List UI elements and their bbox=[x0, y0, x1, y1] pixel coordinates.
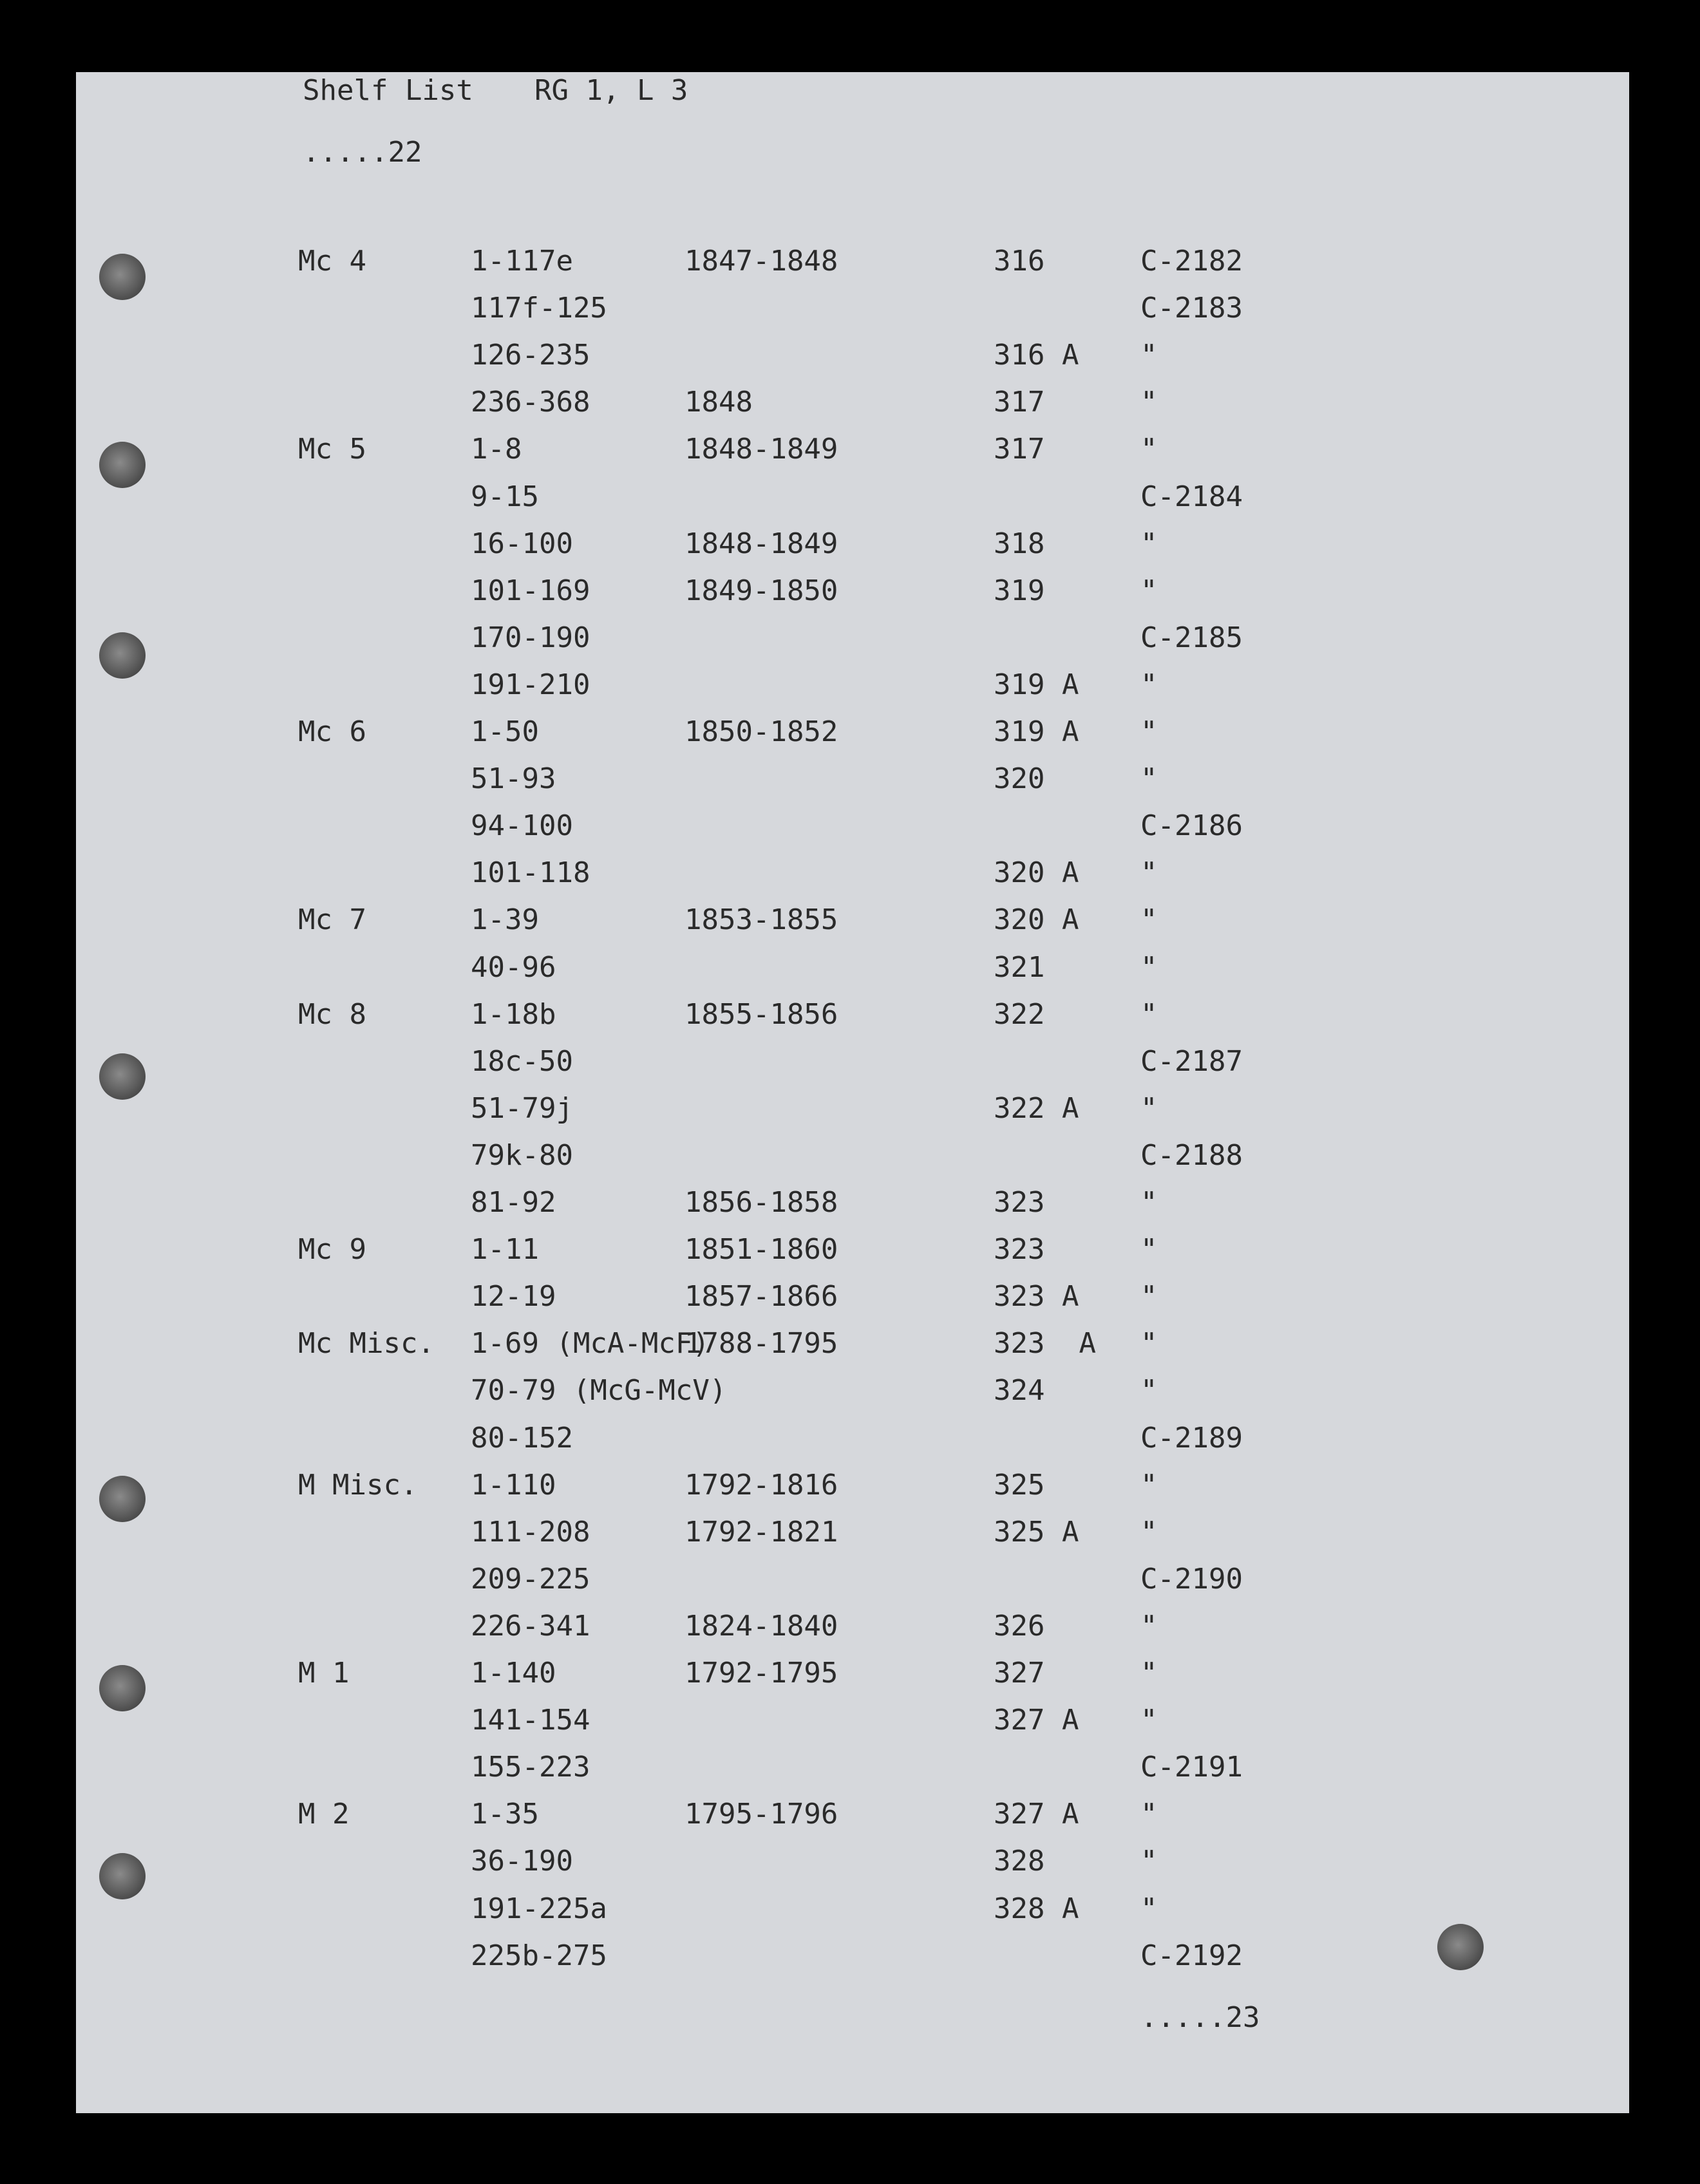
table-row bbox=[76, 1374, 1629, 1415]
row-dates: 1853-1855 bbox=[685, 903, 838, 936]
table-row bbox=[76, 1800, 1629, 1839]
row-dates: 1788-1795 bbox=[685, 1327, 838, 1360]
table-row bbox=[76, 1659, 1629, 1698]
row-box: 317 bbox=[994, 386, 1045, 419]
row-box: 322 bbox=[994, 998, 1045, 1031]
row-box: 318 bbox=[994, 527, 1045, 560]
row-range: 126-235 bbox=[471, 339, 590, 372]
row-range: 141-154 bbox=[471, 1704, 590, 1737]
row-box: 327 A bbox=[994, 1798, 1079, 1831]
row-range: 1-35 bbox=[471, 1798, 539, 1831]
row-range: 9-15 bbox=[471, 480, 539, 513]
table-row bbox=[76, 1233, 1629, 1274]
row-dates: 1792-1821 bbox=[685, 1516, 838, 1549]
row-reel: " bbox=[1140, 1233, 1158, 1266]
table-row bbox=[76, 1424, 1629, 1463]
row-dates: 1851-1860 bbox=[685, 1233, 838, 1266]
row-range: 12-19 bbox=[471, 1280, 556, 1313]
table-row bbox=[76, 1471, 1629, 1510]
row-reel: " bbox=[1140, 1798, 1158, 1831]
row-range: 225b-275 bbox=[471, 1939, 607, 1972]
row-reel: " bbox=[1140, 762, 1158, 795]
row-box: 320 A bbox=[994, 903, 1079, 936]
row-box: 319 A bbox=[994, 668, 1079, 701]
row-range: 236-368 bbox=[471, 386, 590, 419]
row-range: 81-92 bbox=[471, 1186, 556, 1219]
table-row bbox=[76, 341, 1629, 380]
row-reel: " bbox=[1140, 1327, 1158, 1360]
table-row bbox=[76, 1139, 1629, 1180]
row-range: 80-152 bbox=[471, 1422, 573, 1454]
row-box: 327 bbox=[994, 1657, 1045, 1690]
table-row bbox=[76, 951, 1629, 992]
row-box: 322 A bbox=[994, 1092, 1079, 1125]
row-range: 1-110 bbox=[471, 1469, 556, 1502]
table-row bbox=[76, 1186, 1629, 1227]
row-reel: C-2187 bbox=[1140, 1045, 1243, 1078]
table-row bbox=[76, 1045, 1629, 1086]
row-range: 18c-50 bbox=[471, 1045, 573, 1078]
row-reel: " bbox=[1140, 998, 1158, 1031]
row-reel: " bbox=[1140, 1280, 1158, 1313]
table-row bbox=[76, 998, 1629, 1039]
table-row bbox=[76, 1706, 1629, 1745]
row-range: 36-190 bbox=[471, 1845, 573, 1878]
table-row bbox=[76, 435, 1629, 474]
row-reel: " bbox=[1140, 951, 1158, 984]
row-range: 1-50 bbox=[471, 715, 539, 748]
row-reel: " bbox=[1140, 574, 1158, 607]
row-series: Mc 8 bbox=[298, 998, 366, 1031]
row-range: 16-100 bbox=[471, 527, 573, 560]
row-reel: " bbox=[1140, 527, 1158, 560]
row-range: 117f-125 bbox=[471, 292, 607, 325]
row-box: 323 A bbox=[994, 1327, 1096, 1360]
row-box: 324 bbox=[994, 1374, 1045, 1407]
row-reel: " bbox=[1140, 1657, 1158, 1690]
row-range: 51-93 bbox=[471, 762, 556, 795]
continued-to: .....23 bbox=[1140, 2001, 1260, 2034]
table-row bbox=[76, 903, 1629, 945]
row-reel: " bbox=[1140, 903, 1158, 936]
row-reel: C-2185 bbox=[1140, 621, 1243, 654]
row-reel: C-2182 bbox=[1140, 245, 1243, 278]
row-box: 316 A bbox=[994, 339, 1079, 372]
row-reel: C-2191 bbox=[1140, 1751, 1243, 1784]
row-box: 328 A bbox=[994, 1892, 1079, 1925]
table-row bbox=[76, 1847, 1629, 1886]
row-dates: 1795-1796 bbox=[685, 1798, 838, 1831]
row-box: 325 bbox=[994, 1469, 1045, 1502]
row-box: 327 A bbox=[994, 1704, 1079, 1737]
row-range: 94-100 bbox=[471, 809, 573, 842]
row-series: Mc 7 bbox=[298, 903, 366, 936]
table-row bbox=[76, 480, 1629, 522]
row-box: 320 bbox=[994, 762, 1045, 795]
row-reel: C-2190 bbox=[1140, 1563, 1243, 1596]
table-row bbox=[76, 294, 1629, 333]
row-range: 170-190 bbox=[471, 621, 590, 654]
row-reel: " bbox=[1140, 1845, 1158, 1878]
row-range: 1-8 bbox=[471, 433, 522, 466]
row-box: 325 A bbox=[994, 1516, 1079, 1549]
row-reel: C-2183 bbox=[1140, 292, 1243, 325]
row-box: 316 bbox=[994, 245, 1045, 278]
row-range: 1-117e bbox=[471, 245, 573, 278]
row-range: 101-118 bbox=[471, 856, 590, 889]
row-range: 226-341 bbox=[471, 1610, 590, 1643]
row-range: 40-96 bbox=[471, 951, 556, 984]
row-series: Mc Misc. bbox=[298, 1327, 435, 1360]
table-row bbox=[76, 1092, 1629, 1133]
table-row bbox=[76, 1518, 1629, 1557]
shelf-list-page bbox=[76, 72, 1629, 2113]
row-range: 101-169 bbox=[471, 574, 590, 607]
row-dates: 1857-1866 bbox=[685, 1280, 838, 1313]
table-row bbox=[76, 762, 1629, 804]
row-series: M 2 bbox=[298, 1798, 350, 1831]
row-dates: 1855-1856 bbox=[685, 998, 838, 1031]
row-series: M 1 bbox=[298, 1657, 350, 1690]
row-range: 1-18b bbox=[471, 998, 556, 1031]
row-reel: " bbox=[1140, 1469, 1158, 1502]
table-row bbox=[76, 809, 1629, 851]
row-series: Mc 5 bbox=[298, 433, 366, 466]
row-series: M Misc. bbox=[298, 1469, 418, 1502]
row-reel: " bbox=[1140, 339, 1158, 372]
row-series: Mc 4 bbox=[298, 245, 366, 278]
table-row bbox=[76, 388, 1629, 427]
row-reel: " bbox=[1140, 1186, 1158, 1219]
page-title: Shelf List bbox=[303, 74, 473, 107]
row-dates: 1850-1852 bbox=[685, 715, 838, 748]
row-range: 51-79j bbox=[471, 1092, 573, 1125]
row-reel: " bbox=[1140, 433, 1158, 466]
row-range: 111-208 bbox=[471, 1516, 590, 1549]
table-row bbox=[76, 1327, 1629, 1368]
record-group: RG 1, L 3 bbox=[534, 74, 688, 107]
row-range: 1-69 (McA-McF) bbox=[471, 1327, 710, 1360]
row-reel: " bbox=[1140, 1092, 1158, 1125]
row-reel: " bbox=[1140, 715, 1158, 748]
row-reel: " bbox=[1140, 386, 1158, 419]
table-row bbox=[76, 1939, 1629, 1981]
row-range: 70-79 (McG-McV) bbox=[471, 1374, 727, 1407]
table-row bbox=[76, 1892, 1629, 1934]
row-box: 323 bbox=[994, 1186, 1045, 1219]
continued-from: .....22 bbox=[303, 136, 422, 169]
table-row bbox=[76, 715, 1629, 757]
row-box: 326 bbox=[994, 1610, 1045, 1643]
row-dates: 1848 bbox=[685, 386, 753, 419]
table-row bbox=[76, 621, 1629, 663]
row-range: 155-223 bbox=[471, 1751, 590, 1784]
row-reel: C-2189 bbox=[1140, 1422, 1243, 1454]
row-reel: C-2186 bbox=[1140, 809, 1243, 842]
row-box: 320 A bbox=[994, 856, 1079, 889]
table-row bbox=[76, 856, 1629, 898]
row-dates: 1856-1858 bbox=[685, 1186, 838, 1219]
table-row bbox=[76, 574, 1629, 616]
row-reel: C-2184 bbox=[1140, 480, 1243, 513]
row-range: 1-39 bbox=[471, 903, 539, 936]
table-row bbox=[76, 1280, 1629, 1321]
row-box: 328 bbox=[994, 1845, 1045, 1878]
row-dates: 1847-1848 bbox=[685, 245, 838, 278]
row-dates: 1848-1849 bbox=[685, 433, 838, 466]
row-reel: " bbox=[1140, 1892, 1158, 1925]
row-range: 191-210 bbox=[471, 668, 590, 701]
table-row bbox=[76, 1565, 1629, 1604]
table-row bbox=[76, 668, 1629, 710]
row-box: 323 A bbox=[994, 1280, 1079, 1313]
table-row bbox=[76, 1753, 1629, 1792]
row-dates: 1848-1849 bbox=[685, 527, 838, 560]
row-box: 317 bbox=[994, 433, 1045, 466]
row-range: 191-225a bbox=[471, 1892, 607, 1925]
row-reel: " bbox=[1140, 856, 1158, 889]
row-box: 319 bbox=[994, 574, 1045, 607]
row-dates: 1792-1816 bbox=[685, 1469, 838, 1502]
row-reel: C-2188 bbox=[1140, 1139, 1243, 1172]
row-reel: " bbox=[1140, 1516, 1158, 1549]
row-range: 1-140 bbox=[471, 1657, 556, 1690]
row-dates: 1792-1795 bbox=[685, 1657, 838, 1690]
row-box: 319 A bbox=[994, 715, 1079, 748]
row-range: 79k-80 bbox=[471, 1139, 573, 1172]
row-reel: " bbox=[1140, 1704, 1158, 1737]
row-reel: " bbox=[1140, 1374, 1158, 1407]
row-range: 1-11 bbox=[471, 1233, 539, 1266]
row-reel: " bbox=[1140, 668, 1158, 701]
table-row bbox=[76, 247, 1629, 286]
row-series: Mc 9 bbox=[298, 1233, 366, 1266]
row-box: 321 bbox=[994, 951, 1045, 984]
row-series: Mc 6 bbox=[298, 715, 366, 748]
row-box: 323 bbox=[994, 1233, 1045, 1266]
row-dates: 1849-1850 bbox=[685, 574, 838, 607]
row-dates: 1824-1840 bbox=[685, 1610, 838, 1643]
row-range: 209-225 bbox=[471, 1563, 590, 1596]
row-reel: C-2192 bbox=[1140, 1939, 1243, 1972]
row-reel: " bbox=[1140, 1610, 1158, 1643]
table-row bbox=[76, 1612, 1629, 1651]
table-row bbox=[76, 527, 1629, 569]
